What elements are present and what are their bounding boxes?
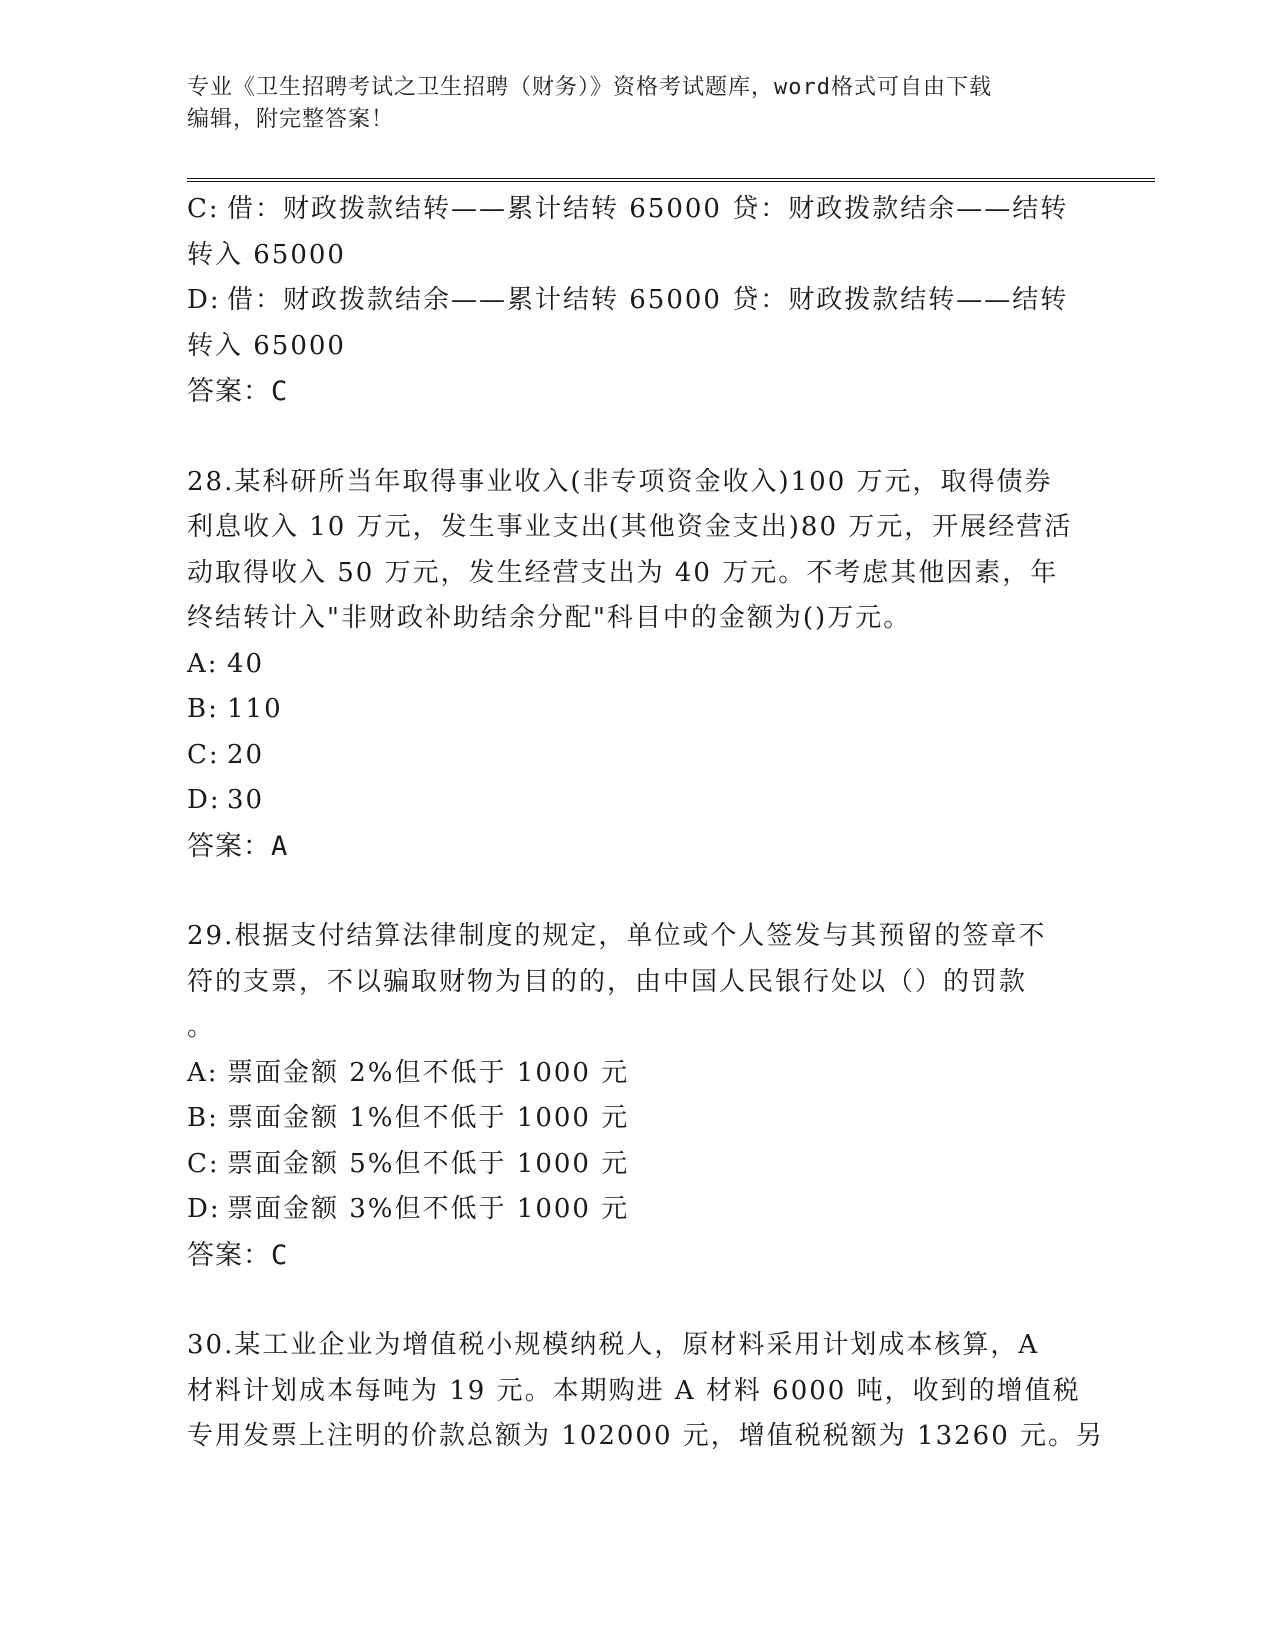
option-line-continued: 转入 65000: [187, 239, 346, 270]
option-letter: C:: [187, 739, 220, 770]
question-30: [187, 1323, 1105, 1460]
document-body: [187, 187, 1105, 1460]
question-text-line: 符的支票，不以骗取财物为目的的，由中国人民银行处以（）的罚款: [187, 966, 1028, 997]
header-line-1: 专业《卫生招聘考试之卫生招聘（财务）》资格考试题库，word格式可自由下载: [187, 75, 992, 100]
question-text-line: 动取得收入 50 万元，发生经营支出为 40 万元。不考虑其他因素，年: [187, 557, 1059, 588]
question-text-line: 28.某科研所当年取得事业收入(非专项资金收入)100 万元，取得债券: [187, 466, 1053, 497]
answer-value: A: [271, 830, 289, 862]
prev-question-options: [187, 187, 1087, 415]
answer-label: 答案：: [187, 830, 271, 862]
option-letter: D:: [187, 285, 221, 315]
option-line: [187, 278, 1087, 324]
answer-line: [187, 1233, 1087, 1279]
answer-value: C: [271, 1239, 289, 1271]
option-letter: B:: [187, 694, 219, 724]
option-letter: B:: [187, 1103, 219, 1133]
question-text-line: 。: [187, 1012, 216, 1042]
option-line: [187, 187, 1087, 233]
answer-label: 答案：: [187, 376, 271, 407]
question-text-line: 30.某工业企业为增值税小规模纳税人，原材料采用计划成本核算，A: [187, 1330, 1040, 1360]
option-text: 40: [227, 648, 265, 679]
option-line: [187, 1142, 1087, 1188]
answer-value: C: [271, 376, 289, 407]
option-line: [187, 1096, 1087, 1142]
option-text: 30: [227, 785, 265, 815]
option-letter: C:: [187, 194, 220, 224]
answer-line: [187, 824, 1087, 870]
option-letter: D:: [187, 1194, 221, 1224]
question-text-line: 材料计划成本每吨为 19 元。本期购进 A 材料 6000 吨，收到的增值税: [187, 1375, 1081, 1406]
answer-line: [187, 369, 1087, 415]
option-line: [187, 733, 1087, 779]
option-line: [187, 1187, 1087, 1233]
option-letter: C:: [187, 1148, 220, 1179]
question-text-line: 专用发票上注明的价款总额为 102000 元，增值税税额为 13260 元。另: [187, 1421, 1105, 1451]
question-text-line: 29.根据支付结算法律制度的规定，单位或个人签发与其预留的签章不: [187, 921, 1047, 951]
question-text-line: 终结转计入"非财政补助结余分配"科目中的金额为()万元。: [187, 603, 912, 633]
option-line: [187, 642, 1087, 688]
option-line: [187, 687, 1087, 733]
option-line-continued: 转入 65000: [187, 330, 346, 361]
option-letter: A:: [187, 1057, 219, 1088]
question-29: [187, 914, 1087, 1278]
document-header: [187, 72, 1087, 136]
option-letter: A:: [187, 648, 219, 679]
option-text: 借：财政拨款结余——累计结转 65000 贷：财政拨款结转——结转: [227, 285, 1069, 315]
question-28: [187, 460, 1087, 870]
option-text: 票面金额 2%但不低于 1000 元: [227, 1057, 630, 1088]
answer-label: 答案：: [187, 1239, 271, 1271]
option-letter: D:: [187, 785, 221, 815]
option-text: 票面金额 5%但不低于 1000 元: [227, 1148, 630, 1179]
option-text: 票面金额 1%但不低于 1000 元: [227, 1103, 630, 1133]
option-text: 票面金额 3%但不低于 1000 元: [227, 1194, 630, 1224]
option-line: [187, 1051, 1087, 1097]
option-text: 借：财政拨款结转——累计结转 65000 贷：财政拨款结余——结转: [227, 194, 1069, 224]
option-text: 110: [227, 694, 283, 724]
question-text-line: 利息收入 10 万元，发生事业支出(其他资金支出)80 万元，开展经营活: [187, 512, 1073, 542]
option-text: 20: [227, 739, 265, 770]
header-line-2: 编辑，附完整答案！: [187, 107, 395, 132]
option-line: [187, 778, 1087, 824]
header-divider: [187, 178, 1155, 182]
